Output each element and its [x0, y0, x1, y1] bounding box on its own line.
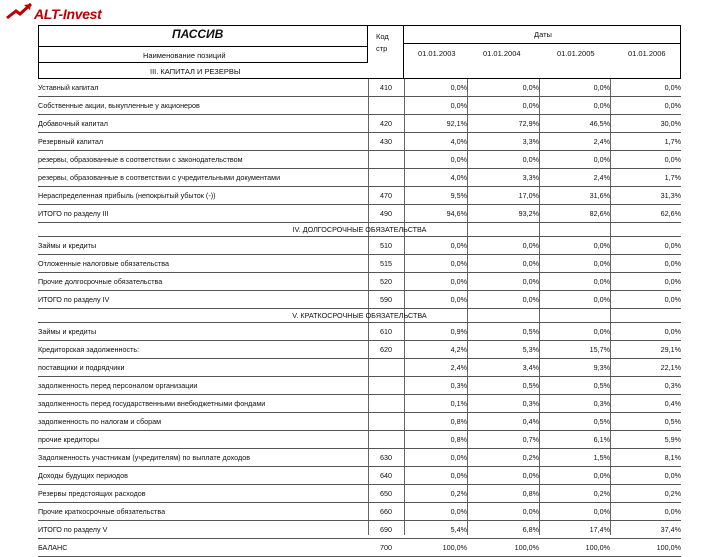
page-title: ПАССИВ: [172, 27, 224, 41]
row-value: 17,4%: [539, 521, 610, 539]
table-row: [38, 377, 681, 395]
row-value: 17,0%: [467, 187, 539, 205]
row-value: 0,2%: [467, 449, 539, 467]
row-value: 0,0%: [539, 237, 610, 255]
table-row: [38, 205, 681, 223]
row-name: ИТОГО по разделу V: [38, 521, 368, 539]
row-value: 0,0%: [467, 467, 539, 485]
row-value: 0,8%: [404, 431, 467, 449]
row-name: Прочие краткосрочные обязательства: [38, 503, 368, 521]
row-value: 9,5%: [404, 187, 467, 205]
row-value: 0,0%: [467, 291, 539, 309]
table-row: [38, 169, 681, 187]
row-value: 0,0%: [404, 79, 467, 97]
row-value: 0,0%: [610, 467, 681, 485]
table-row: [38, 255, 681, 273]
row-value: 0,0%: [404, 467, 467, 485]
row-name: Резервный капитал: [38, 133, 368, 151]
row-value: 0,0%: [610, 503, 681, 521]
row-value: 0,0%: [404, 449, 467, 467]
row-value: 6,8%: [467, 521, 539, 539]
row-value: 0,0%: [404, 97, 467, 115]
row-value: 8,1%: [610, 449, 681, 467]
row-value: 0,0%: [539, 467, 610, 485]
row-value: 0,2%: [539, 485, 610, 503]
section-title: V. КРАТКОСРОЧНЫЕ ОБЯЗАТЕЛЬСТВА: [38, 309, 681, 323]
row-value: 0,0%: [539, 323, 610, 341]
date-2006: 01.01.2006: [628, 49, 666, 58]
row-value: 0,0%: [467, 151, 539, 169]
row-value: 0,9%: [404, 323, 467, 341]
table-row: [38, 485, 681, 503]
row-name: Отложенные налоговые обязательства: [38, 255, 368, 273]
row-value: 2,4%: [539, 169, 610, 187]
code-column-header: Код стр: [376, 32, 389, 53]
row-value: 100,0%: [610, 539, 681, 557]
row-value: 15,7%: [539, 341, 610, 359]
row-value: 9,3%: [539, 359, 610, 377]
row-code: 660: [368, 503, 404, 521]
row-value: 0,5%: [539, 413, 610, 431]
row-code: 430: [368, 133, 404, 151]
row-value: 0,7%: [467, 431, 539, 449]
row-name: ИТОГО по разделу III: [38, 205, 368, 223]
row-value: 1,5%: [539, 449, 610, 467]
section-title: IV. ДОЛГОСРОЧНЫЕ ОБЯЗАТЕЛЬСТВА: [38, 223, 681, 237]
row-value: 72,9%: [467, 115, 539, 133]
row-name: поставщики и подрядчики: [38, 359, 368, 377]
row-name: БАЛАНС: [38, 539, 368, 557]
row-name: Собственные акции, выкупленные у акционеров: [38, 97, 368, 115]
row-value: 3,4%: [467, 359, 539, 377]
row-name: Доходы будущих периодов: [38, 467, 368, 485]
row-name: Займы и кредиты: [38, 237, 368, 255]
row-value: 0,0%: [404, 291, 467, 309]
row-code: [368, 431, 404, 449]
row-value: 0,0%: [610, 79, 681, 97]
table-row: [38, 413, 681, 431]
table-row: [38, 521, 681, 539]
row-value: 5,9%: [610, 431, 681, 449]
row-value: 0,2%: [610, 485, 681, 503]
row-value: 0,5%: [467, 377, 539, 395]
row-value: 0,0%: [404, 151, 467, 169]
table-row: [38, 133, 681, 151]
row-name: Уставный капитал: [38, 79, 368, 97]
row-value: 93,2%: [467, 205, 539, 223]
row-code: [368, 359, 404, 377]
logo-star-icon: [4, 2, 34, 22]
row-value: 2,4%: [539, 133, 610, 151]
row-code: 515: [368, 255, 404, 273]
row-value: 0,0%: [467, 503, 539, 521]
row-name: резервы, образованные в соответствии с учредительными документами: [38, 169, 368, 187]
row-code: 590: [368, 291, 404, 309]
header-section-row: [38, 63, 681, 79]
row-value: 0,1%: [404, 395, 467, 413]
row-code: 520: [368, 273, 404, 291]
row-value: 3,3%: [467, 169, 539, 187]
row-value: 3,3%: [467, 133, 539, 151]
table-row: [38, 115, 681, 133]
row-code: 420: [368, 115, 404, 133]
row-code: 650: [368, 485, 404, 503]
row-value: 5,4%: [404, 521, 467, 539]
row-value: 0,0%: [610, 97, 681, 115]
row-value: 0,2%: [404, 485, 467, 503]
balance-liabilities-table: [38, 79, 681, 557]
table-row: [38, 97, 681, 115]
row-code: 700: [368, 539, 404, 557]
row-value: 4,0%: [404, 133, 467, 151]
row-value: 0,8%: [467, 485, 539, 503]
row-value: 0,4%: [610, 395, 681, 413]
table-row: [38, 449, 681, 467]
table-row: [38, 539, 681, 557]
row-value: 2,4%: [404, 359, 467, 377]
row-value: 1,7%: [610, 169, 681, 187]
row-value: 0,0%: [539, 273, 610, 291]
row-value: 29,1%: [610, 341, 681, 359]
alt-invest-logo: [4, 2, 124, 22]
row-value: 100,0%: [539, 539, 610, 557]
row-value: 0,0%: [539, 255, 610, 273]
table-row: [38, 187, 681, 205]
table-row: [38, 323, 681, 341]
row-value: 100,0%: [404, 539, 467, 557]
row-value: 0,3%: [610, 377, 681, 395]
section-title-capital: III. КАПИТАЛ И РЕЗЕРВЫ: [150, 67, 241, 76]
position-column-header: Наименование позиций: [143, 51, 226, 60]
row-value: 0,0%: [539, 151, 610, 169]
row-value: 0,3%: [404, 377, 467, 395]
row-value: 5,3%: [467, 341, 539, 359]
row-name: Нераспределенная прибыль (непокрытый убыток (-)): [38, 187, 368, 205]
row-code: 410: [368, 79, 404, 97]
row-code: 490: [368, 205, 404, 223]
row-value: 0,0%: [610, 151, 681, 169]
row-value: 0,0%: [539, 291, 610, 309]
row-value: 0,0%: [467, 273, 539, 291]
row-value: 0,0%: [404, 503, 467, 521]
row-value: 0,4%: [467, 413, 539, 431]
table-row: [38, 151, 681, 169]
row-value: 62,6%: [610, 205, 681, 223]
row-value: 0,3%: [539, 395, 610, 413]
row-name: прочие кредиторы: [38, 431, 368, 449]
row-name: Задолженность участникам (учредителям) по выплате доходов: [38, 449, 368, 467]
row-value: 22,1%: [610, 359, 681, 377]
row-code: [368, 377, 404, 395]
row-value: 0,0%: [610, 323, 681, 341]
row-name: Займы и кредиты: [38, 323, 368, 341]
row-value: 0,0%: [610, 273, 681, 291]
row-code: [368, 151, 404, 169]
row-name: резервы, образованные в соответствии с законодательством: [38, 151, 368, 169]
row-value: 0,0%: [404, 273, 467, 291]
row-code: [368, 169, 404, 187]
table-row: [38, 291, 681, 309]
dates-column-header: Даты: [534, 30, 552, 39]
logo-text: ALT-Invest: [34, 6, 102, 22]
row-code: 620: [368, 341, 404, 359]
row-value: 0,0%: [610, 291, 681, 309]
table-row: [38, 503, 681, 521]
row-code: 510: [368, 237, 404, 255]
row-value: 46,5%: [539, 115, 610, 133]
row-value: 31,3%: [610, 187, 681, 205]
row-value: 30,0%: [610, 115, 681, 133]
row-value: 0,8%: [404, 413, 467, 431]
table-row: [38, 237, 681, 255]
table-row: [38, 273, 681, 291]
row-value: 92,1%: [404, 115, 467, 133]
row-value: 0,0%: [467, 97, 539, 115]
row-name: ИТОГО по разделу IV: [38, 291, 368, 309]
row-value: 1,7%: [610, 133, 681, 151]
row-name: Прочие долгосрочные обязательства: [38, 273, 368, 291]
row-code: 640: [368, 467, 404, 485]
row-code: 690: [368, 521, 404, 539]
row-name: задолженность перед персоналом организации: [38, 377, 368, 395]
row-value: 0,3%: [467, 395, 539, 413]
table-row: [38, 395, 681, 413]
row-value: 0,0%: [467, 255, 539, 273]
row-code: [368, 97, 404, 115]
row-name: задолженность перед государственными внебюджетными фондами: [38, 395, 368, 413]
row-code: 610: [368, 323, 404, 341]
date-2003: 01.01.2003: [418, 49, 456, 58]
row-value: 0,5%: [610, 413, 681, 431]
row-value: 6,1%: [539, 431, 610, 449]
row-value: 4,0%: [404, 169, 467, 187]
row-name: Кредиторская задолженность:: [38, 341, 368, 359]
row-value: 4,2%: [404, 341, 467, 359]
date-2005: 01.01.2005: [557, 49, 595, 58]
table-row: [38, 359, 681, 377]
row-value: 0,5%: [467, 323, 539, 341]
row-value: 0,0%: [539, 79, 610, 97]
row-code: [368, 395, 404, 413]
date-2004: 01.01.2004: [483, 49, 521, 58]
header-dates-divider: [404, 43, 681, 44]
row-value: 0,5%: [539, 377, 610, 395]
row-value: 100,0%: [467, 539, 539, 557]
table-body: [38, 79, 681, 557]
row-code: 470: [368, 187, 404, 205]
row-value: 0,0%: [467, 79, 539, 97]
row-value: 82,6%: [539, 205, 610, 223]
section-header-row: [38, 309, 681, 323]
row-value: 0,0%: [539, 503, 610, 521]
table-row: [38, 341, 681, 359]
table-row: [38, 79, 681, 97]
row-value: 0,0%: [610, 237, 681, 255]
row-name: Резервы предстоящих расходов: [38, 485, 368, 503]
row-value: 0,0%: [404, 237, 467, 255]
row-value: 0,0%: [539, 97, 610, 115]
row-value: 0,0%: [404, 255, 467, 273]
row-value: 31,6%: [539, 187, 610, 205]
row-value: 94,6%: [404, 205, 467, 223]
table-row: [38, 431, 681, 449]
table-row: [38, 467, 681, 485]
row-name: Добавочный капитал: [38, 115, 368, 133]
row-code: [368, 413, 404, 431]
section-header-row: [38, 223, 681, 237]
row-value: 37,4%: [610, 521, 681, 539]
row-value: 0,0%: [610, 255, 681, 273]
row-value: 0,0%: [467, 237, 539, 255]
row-name: задолженность по налогам и сборам: [38, 413, 368, 431]
row-code: 630: [368, 449, 404, 467]
